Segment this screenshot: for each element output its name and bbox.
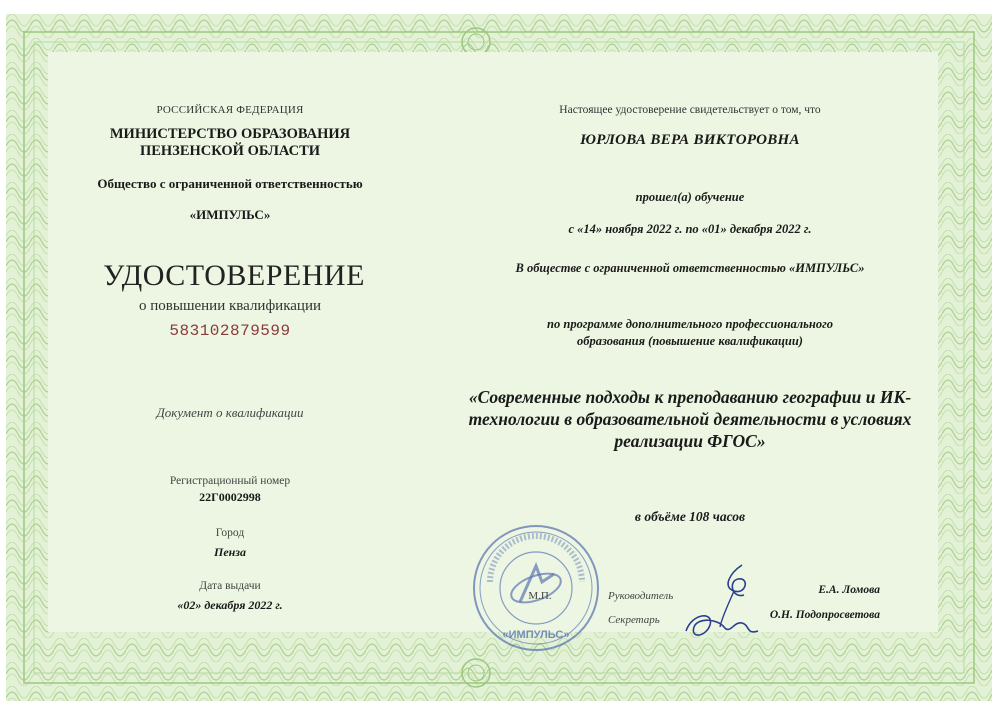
country-label: РОССИЙСКАЯ ФЕДЕРАЦИЯ — [156, 104, 304, 116]
head-name: Е.А. Ломова — [818, 584, 880, 596]
trained-text: прошел(а) обучение — [635, 190, 745, 204]
certificate-title: УДОСТОВЕРЕНИЕ — [103, 259, 365, 292]
signature-icon — [672, 555, 782, 650]
company-name: «ИМПУЛЬС» — [189, 207, 271, 222]
document-type: Документ о квалификации — [156, 405, 304, 420]
intro-text: Настоящее удостоверение свидетельствует о том, что — [559, 104, 821, 116]
issue-date-value: «02» декабря 2022 г. — [177, 598, 283, 612]
head-role-label: Руководитель — [608, 590, 674, 602]
registration-number: 22Г0002998 — [199, 490, 261, 504]
secretary-role-label: Секретарь — [608, 614, 660, 626]
seal-stamp-icon — [470, 522, 602, 654]
certificate-subtitle: о повышении квалификации — [139, 298, 321, 314]
course-volume: в объёме 108 часов — [634, 509, 746, 524]
company-type: Общество с ограниченной ответственностью — [97, 176, 363, 191]
person-name: ЮРЛОВА ВЕРА ВИКТОРОВНА — [580, 132, 800, 148]
ministry-name: МИНИСТЕРСТВО ОБРАЗОВАНИЯ ПЕНЗЕНСКОЙ ОБЛАСТИ — [109, 126, 351, 159]
training-period: с «14» ноября 2022 г. по «01» декабря 2022 г. — [568, 222, 812, 236]
certificate-number: 583102879599 — [169, 322, 291, 340]
city-label: Город — [215, 527, 245, 539]
city-value: Пенза — [213, 545, 246, 559]
stamp-place-label: М.П. — [528, 590, 552, 602]
secretary-name: О.Н. Подопросветова — [769, 609, 880, 621]
course-title: «Современные подходы к преподаванию географии и ИК-технологии в образовательной деятельности в условиях реализации ФГОС» — [468, 387, 912, 451]
program-text: по программе дополнительного профессионального образования (повышение квалификации) — [547, 317, 833, 348]
organization-text: В обществе с ограниченной ответственностью «ИМПУЛЬС» — [515, 261, 865, 275]
stamp-text: «ИМПУЛЬС» — [502, 629, 570, 641]
registration-label: Регистрационный номер — [169, 475, 291, 487]
issue-date-label: Дата выдачи — [199, 580, 261, 592]
